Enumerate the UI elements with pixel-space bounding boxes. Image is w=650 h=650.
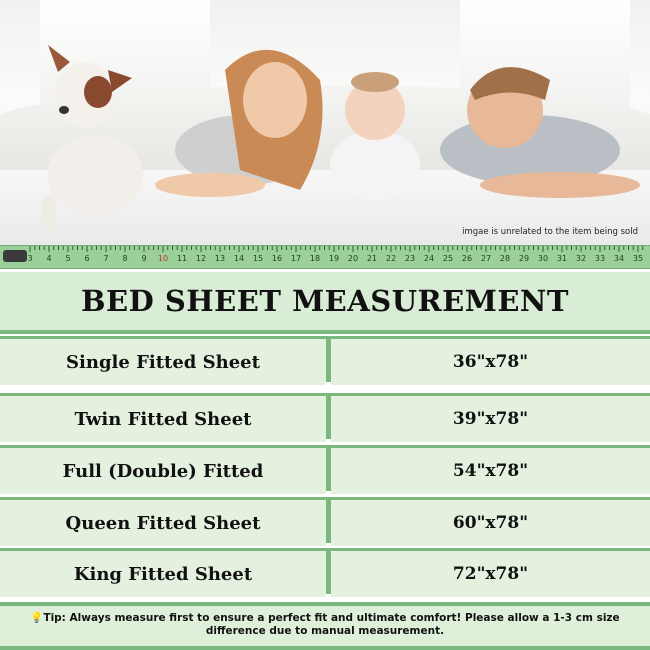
table-row xyxy=(0,497,650,543)
tape-number: 31 xyxy=(556,254,568,263)
table-row xyxy=(0,393,650,439)
page-title: BED SHEET MEASUREMENT xyxy=(80,284,570,318)
tape-number: 34 xyxy=(613,254,625,263)
hero-photo xyxy=(0,0,650,245)
tape-number: 14 xyxy=(233,254,245,263)
tape-number: 24 xyxy=(423,254,435,263)
tape-number: 16 xyxy=(271,254,283,263)
tape-number: 12 xyxy=(195,254,207,263)
dog-figure xyxy=(42,45,143,230)
sheet-size-cell: 36"x78" xyxy=(331,339,650,385)
tape-number: 3 xyxy=(27,254,33,263)
tape-number: 8 xyxy=(122,254,128,263)
sheet-type-cell: Single Fitted Sheet xyxy=(0,339,326,385)
baby-figure xyxy=(330,72,420,200)
tape-number: 35 xyxy=(632,254,644,263)
tape-number: 23 xyxy=(404,254,416,263)
tape-number: 33 xyxy=(594,254,606,263)
sheet-size-cell: 39"x78" xyxy=(331,396,650,442)
tape-number: 28 xyxy=(499,254,511,263)
tape-number: 20 xyxy=(347,254,359,263)
tape-number: 13 xyxy=(214,254,226,263)
table-row xyxy=(0,445,650,491)
tape-number: 32 xyxy=(575,254,587,263)
sheet-size-cell: 54"x78" xyxy=(331,448,650,494)
tip-box xyxy=(0,602,650,646)
tape-number: 9 xyxy=(141,254,147,263)
tape-number: 4 xyxy=(46,254,52,263)
sheet-type-cell: King Fitted Sheet xyxy=(0,551,326,597)
tape-number: 18 xyxy=(309,254,321,263)
tape-number: 17 xyxy=(290,254,302,263)
measuring-tape-ticks xyxy=(0,246,650,268)
family-illustration xyxy=(0,0,650,245)
tape-number: 30 xyxy=(537,254,549,263)
tape-number: 29 xyxy=(518,254,530,263)
tape-number: 11 xyxy=(176,254,188,263)
tape-clip-icon xyxy=(3,250,27,262)
tape-number: 7 xyxy=(103,254,109,263)
table-row xyxy=(0,336,650,382)
woman-figure xyxy=(155,50,323,197)
table-row xyxy=(0,548,650,594)
title-band xyxy=(0,272,650,334)
tape-number: 19 xyxy=(328,254,340,263)
sheet-size-cell: 60"x78" xyxy=(331,500,650,546)
tape-number: 27 xyxy=(480,254,492,263)
tape-number: 22 xyxy=(385,254,397,263)
tape-number: 21 xyxy=(366,254,378,263)
man-figure xyxy=(440,67,640,198)
tip-text: 💡Tip: Always measure first to ensure a perfect fit and ultimate comfort! Please allow a 1-3 cm size difference due to manual measurement. xyxy=(30,612,620,637)
bottom-band xyxy=(0,646,650,650)
photo-caption: imgae is unrelated to the item being sold xyxy=(462,227,638,237)
sheet-type-cell: Twin Fitted Sheet xyxy=(0,396,326,442)
tape-number: 15 xyxy=(252,254,264,263)
tape-number: 10 xyxy=(157,254,169,263)
sheet-type-cell: Queen Fitted Sheet xyxy=(0,500,326,546)
tape-number: 26 xyxy=(461,254,473,263)
measuring-tape xyxy=(0,245,650,269)
sheet-type-cell: Full (Double) Fitted xyxy=(0,448,326,494)
tape-number: 6 xyxy=(84,254,90,263)
tape-number: 25 xyxy=(442,254,454,263)
tape-number: 5 xyxy=(65,254,71,263)
sheet-size-cell: 72"x78" xyxy=(331,551,650,597)
